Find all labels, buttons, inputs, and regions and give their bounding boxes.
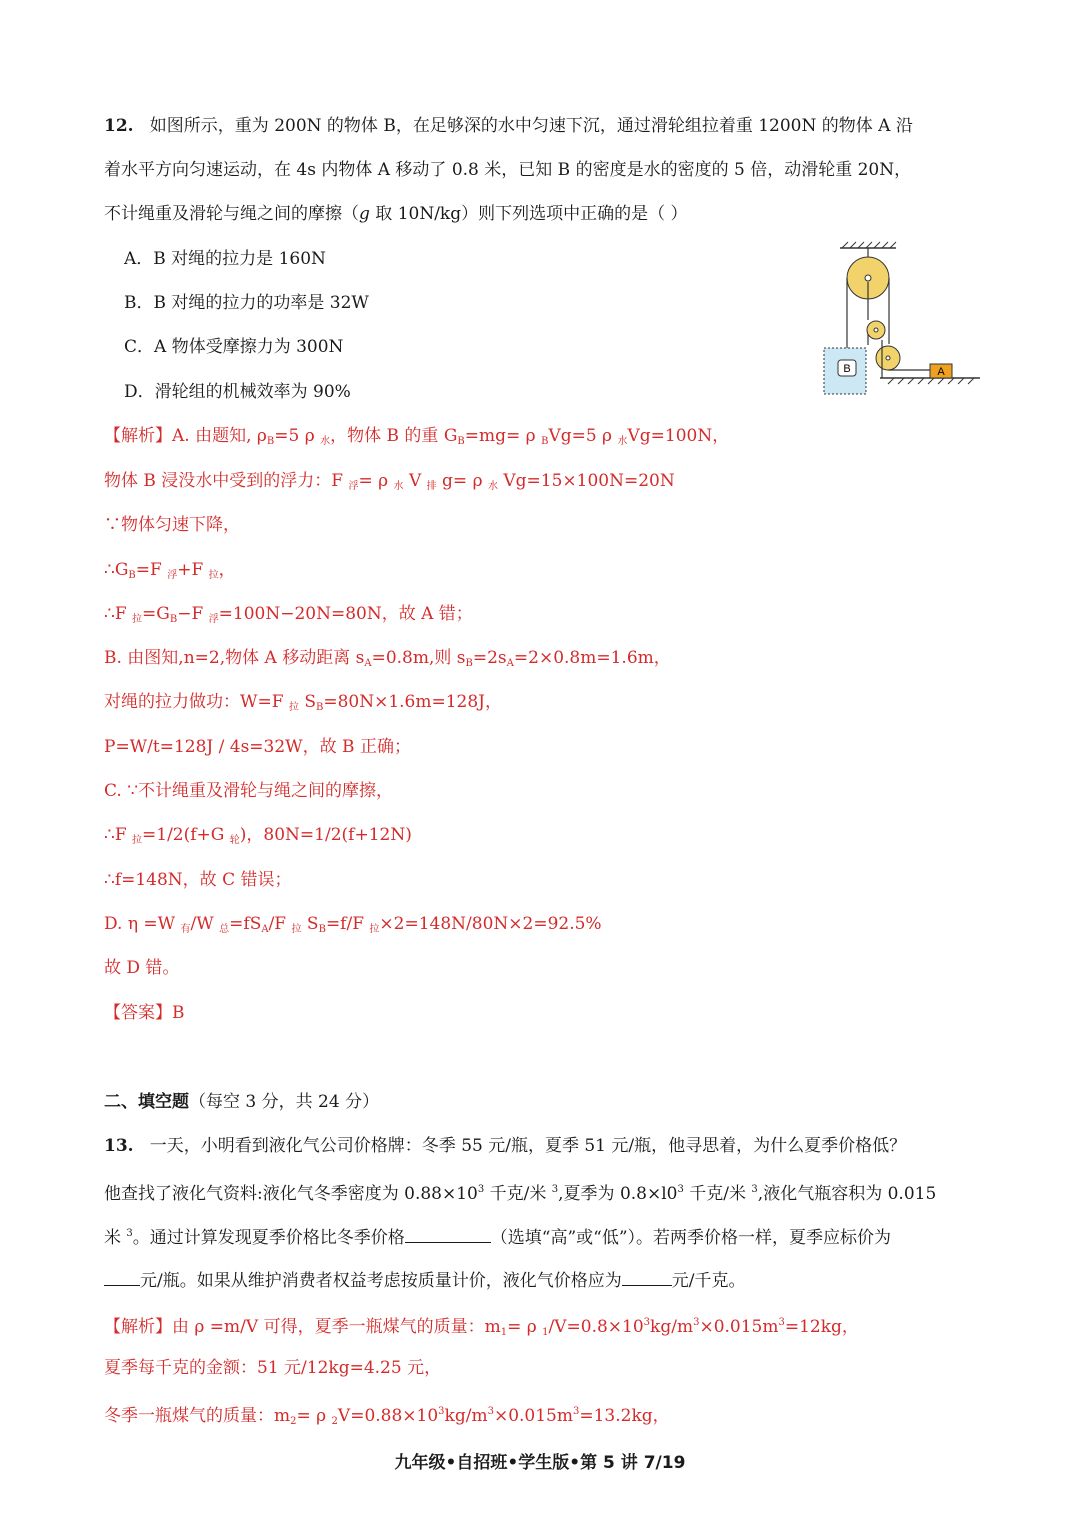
q12-option-b: B．B 对绳的拉力的功率是 32W bbox=[124, 293, 369, 313]
block-a-label: A bbox=[937, 366, 945, 378]
block-b-label: B bbox=[843, 363, 851, 375]
pulley-system-figure bbox=[818, 240, 983, 400]
q12-analysis-line10: ∴F $_拉$=1/2(f+G $_轮$)，80N=1/2(f+12N) bbox=[104, 825, 412, 846]
q12-analysis-line5: ∴F $_拉=G_B-F$ $_浮$=100N−20N=80N，故 A 错； bbox=[104, 604, 473, 625]
q12-analysis-line12: D. η =W $_有$/W $_总=fS_A/F$ $_拉$ $S_B=f/F$ $_拉$×2=148N/80N×2=92.5% bbox=[104, 914, 602, 935]
q12-stem-line1 bbox=[104, 114, 913, 138]
blank-2[interactable] bbox=[104, 1267, 140, 1286]
q12-stem-text1: 如图所示，重为 200N 的物体 B，在足够深的水中匀速下沉，通过滑轮组拉着重 1200N 的物体 A 沿 bbox=[149, 116, 913, 136]
q12-analysis-line9: C. ∵不计绳重及滑轮与绳之间的摩擦， bbox=[104, 781, 394, 801]
q12-analysis-line8: P=W/t=128J / 4s=32W，故 B 正确； bbox=[104, 737, 411, 757]
section2-note: （每空 3 分，共 24 分） bbox=[189, 1092, 380, 1112]
q12-analysis-line2: 物体 B 浸没水中受到的浮力：F $_浮$= ρ $_水$ V $_排$ g= ρ $_水$ Vg=15×100N=20N bbox=[104, 471, 675, 492]
section2-title: 二、填空题 bbox=[104, 1092, 189, 1112]
q13-analysis-line3: 冬季一瓶煤气的质量：$m_2= \rho$ $_2V=0.88\times 10^3kg/m^3\times 0.015m^3=13.2kg$， bbox=[104, 1406, 670, 1427]
q12-analysis-line13: 故 D 错。 bbox=[104, 958, 180, 978]
blank-1[interactable] bbox=[405, 1224, 491, 1243]
page-footer: 九年级•自招班•学生版•第 5 讲 7/19 bbox=[394, 1453, 686, 1473]
q13-analysis-line1: 【解析】由 ρ =m/V 可得，夏季一瓶煤气的质量：$m_1= \rho$ $_1/V=0.8\times 10^3kg/m^3\times 0.015m^3=12kg$， bbox=[104, 1317, 859, 1338]
q12-number: 12. bbox=[104, 116, 134, 136]
q13-number: 13. bbox=[104, 1136, 134, 1156]
q13-line1: 13. 一天，小明看到液化气公司价格牌：冬季 55 元/瓶，夏季 51 元/瓶，他寻思着，为什么夏季价格低？ bbox=[104, 1136, 907, 1156]
q12-analysis-line4: $\therefore G_B=F$ $_浮$+F $_拉$， bbox=[104, 560, 236, 581]
q13-line3: 米 $^3$。通过计算发现夏季价格比冬季价格 （选填“高”或“低”）。若两季价格一样，夏季应标价为 bbox=[104, 1222, 891, 1250]
q12-answer: 【答案】B bbox=[104, 1003, 185, 1023]
blank-3[interactable] bbox=[622, 1267, 672, 1286]
q12-analysis-line3: ∵物体匀速下降， bbox=[104, 515, 240, 535]
section2-heading bbox=[104, 1090, 379, 1114]
q12-analysis-line7: 对绳的拉力做功：W=F $_拉$ $S_B=80N\times 1.6m=128J$， bbox=[104, 692, 503, 713]
q12-stem-line3: 不计绳重及滑轮与绳之间的摩擦（g 取 10N/kg）则下列选项中正确的是（ ） bbox=[104, 204, 688, 224]
q12-analysis-line11: ∴f=148N，故 C 错误； bbox=[104, 870, 292, 890]
q13-analysis-line2: 夏季每千克的金额：51 元/12kg=4.25 元， bbox=[104, 1358, 442, 1378]
q12-stem-line2: 着水平方向匀速运动，在 4s 内物体 A 移动了 0.8 米，已知 B 的密度是水的密度的 5 倍，动滑轮重 20N， bbox=[104, 160, 912, 180]
q12-analysis-line6: B. 由图知,n=2,物体 A 移动距离 $s_A=0.8m$,则 $s_B=2s_A=2\times 0.8m=1.6m$， bbox=[104, 648, 671, 669]
q12-option-a: A．B 对绳的拉力是 160N bbox=[124, 249, 326, 269]
q12-option-c: C．A 物体受摩擦力为 300N bbox=[124, 337, 344, 357]
q13-line4: 元/瓶。如果从维护消费者权益考虑按质量计价，液化气价格应为 元/千克。 bbox=[104, 1267, 745, 1293]
q13-line2: 他查找了液化气资料:液化气冬季密度为 $0.88\times 10^3$ 千克/米 $^3$,夏季为 $0.8\times l0^3$ 千克/米 $^3$,液化气瓶容积为 0.015 bbox=[104, 1184, 937, 1204]
q12-analysis-line1: 【解析】A. 由题知, $\rho_B=5$ ρ $_水$，物体 B 的重 $G_B=mg= \rho$ $_B$Vg=5 ρ $_水$Vg=100N， bbox=[104, 426, 730, 447]
q12-option-d: D．滑轮组的机械效率为 90% bbox=[124, 382, 351, 402]
